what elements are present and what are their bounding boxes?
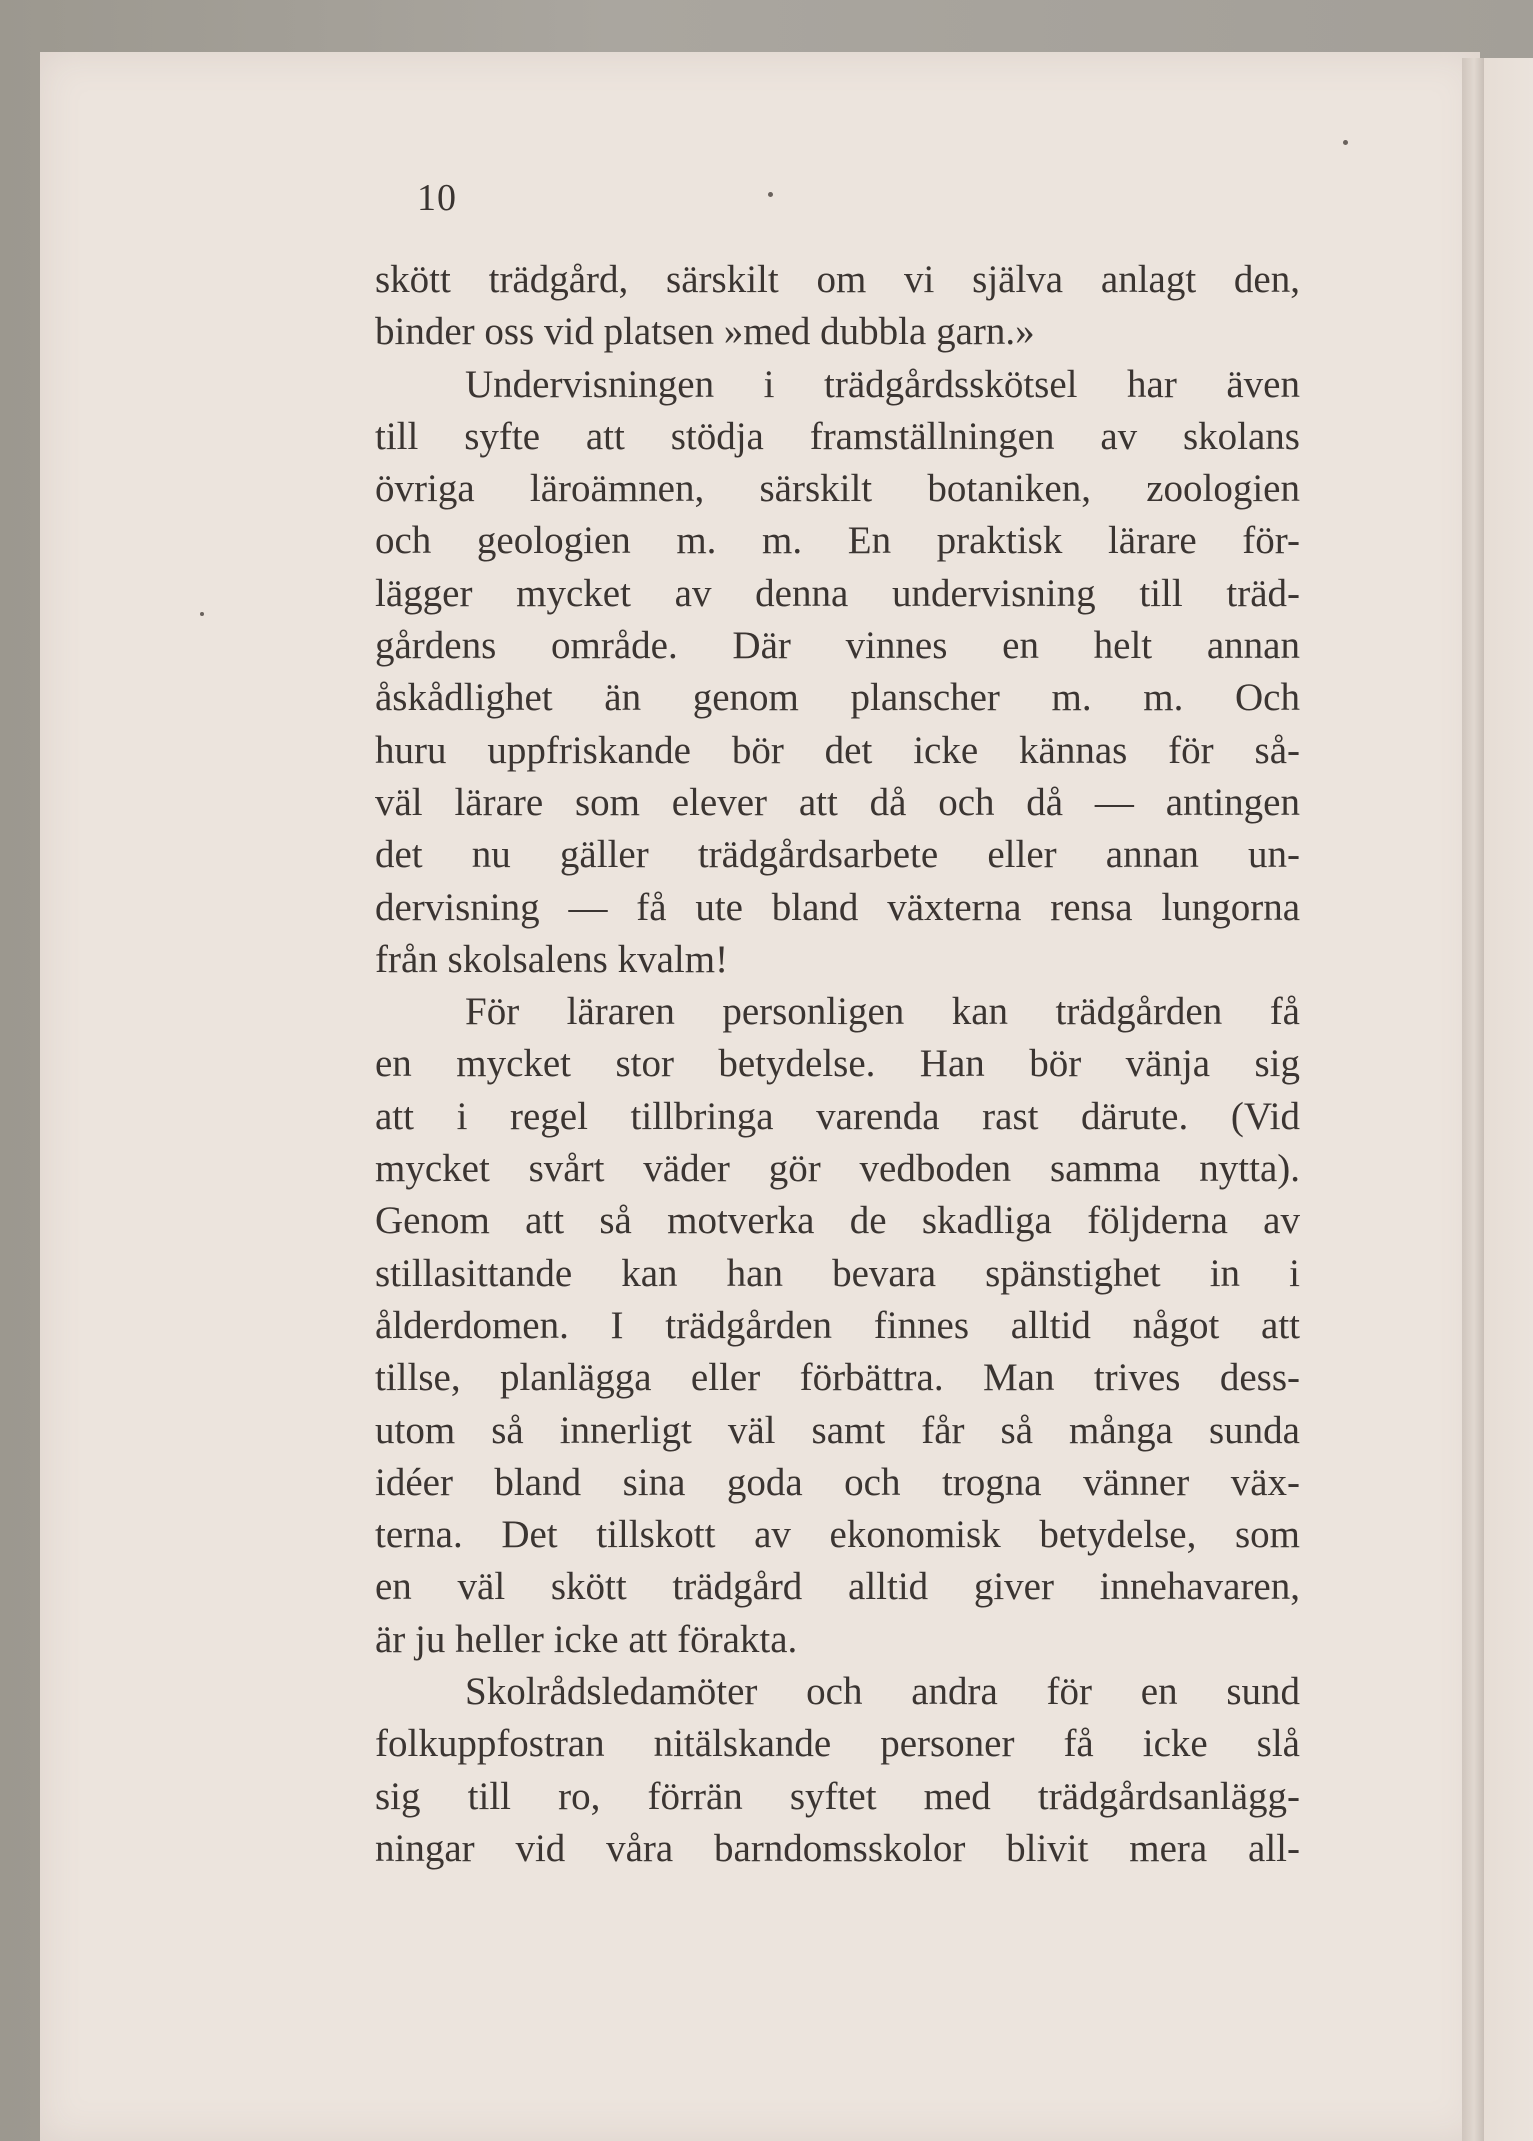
text-line: åskådlighet än genom planscher m. m. Och bbox=[375, 676, 1300, 720]
paragraph-start-line: Skolrådsledamöter och andra för en sund bbox=[465, 1670, 1300, 1714]
text-line: skött trädgård, särskilt om vi själva anlagt den, bbox=[375, 258, 1300, 301]
text-line: sig till ro, förrän syftet med trädgårdsanlägg- bbox=[375, 1774, 1300, 1818]
text-line: utom så innerligt väl samt får så många sunda bbox=[375, 1408, 1300, 1452]
text-line: ningar vid våra barndomsskolor blivit mera all- bbox=[375, 1826, 1300, 1870]
text-line: en väl skött trädgård alltid giver innehavaren, bbox=[375, 1565, 1300, 1609]
next-page-edge bbox=[1484, 58, 1533, 2141]
text-line: till syfte att stödja framställningen av skolans bbox=[375, 414, 1300, 458]
text-line: lägger mycket av denna undervisning till träd- bbox=[375, 571, 1300, 615]
body-text bbox=[375, 254, 1300, 1870]
text-line: tillse, planlägga eller förbättra. Man trives dess- bbox=[375, 1356, 1300, 1400]
text-line: folkuppfostran nitälskande personer få icke slå bbox=[375, 1722, 1300, 1766]
text-line: är ju heller icke att förakta. bbox=[375, 1617, 798, 1661]
paragraph-start-line: För läraren personligen kan trädgården få bbox=[465, 990, 1300, 1034]
paper-speck bbox=[768, 192, 773, 197]
text-line: övriga läroämnen, särskilt botaniken, zoologien bbox=[375, 467, 1300, 511]
paper-speck bbox=[1343, 140, 1348, 145]
text-line: idéer bland sina goda och trogna vänner väx- bbox=[375, 1460, 1300, 1504]
text-line: dervisning — få ute bland växterna rensa lungorna bbox=[375, 885, 1300, 929]
text-line: gårdens område. Där vinnes en helt annan bbox=[375, 624, 1300, 668]
page-gutter bbox=[1462, 58, 1484, 2141]
text-line: huru uppfriskande bör det icke kännas för så- bbox=[375, 728, 1300, 772]
text-line: att i regel tillbringa varenda rast därute. (Vid bbox=[375, 1094, 1300, 1138]
text-line: det nu gäller trädgårdsarbete eller annan un- bbox=[375, 833, 1300, 877]
text-line: ålderdomen. I trädgården finnes alltid något att bbox=[375, 1303, 1300, 1347]
text-line: väl lärare som elever att då och då — antingen bbox=[375, 780, 1300, 824]
text-line: och geologien m. m. En praktisk lärare för- bbox=[375, 519, 1300, 563]
text-line: binder oss vid platsen »med dubbla garn.» bbox=[375, 310, 1035, 354]
text-line: mycket svårt väder gör vedboden samma nytta). bbox=[375, 1147, 1300, 1191]
paper-speck bbox=[200, 612, 204, 616]
paragraph-start-line: Undervisningen i trädgårdsskötsel har även bbox=[465, 362, 1300, 406]
text-line: stillasittande kan han bevara spänstighet in i bbox=[375, 1251, 1300, 1295]
page-number: 10 bbox=[417, 177, 457, 219]
text-line: Genom att så motverka de skadliga följderna av bbox=[375, 1199, 1300, 1243]
text-line: en mycket stor betydelse. Han bör vänja sig bbox=[375, 1042, 1300, 1086]
text-line: terna. Det tillskott av ekonomisk betydelse, som bbox=[375, 1513, 1300, 1557]
text-line: från skolsalens kvalm! bbox=[375, 937, 729, 981]
